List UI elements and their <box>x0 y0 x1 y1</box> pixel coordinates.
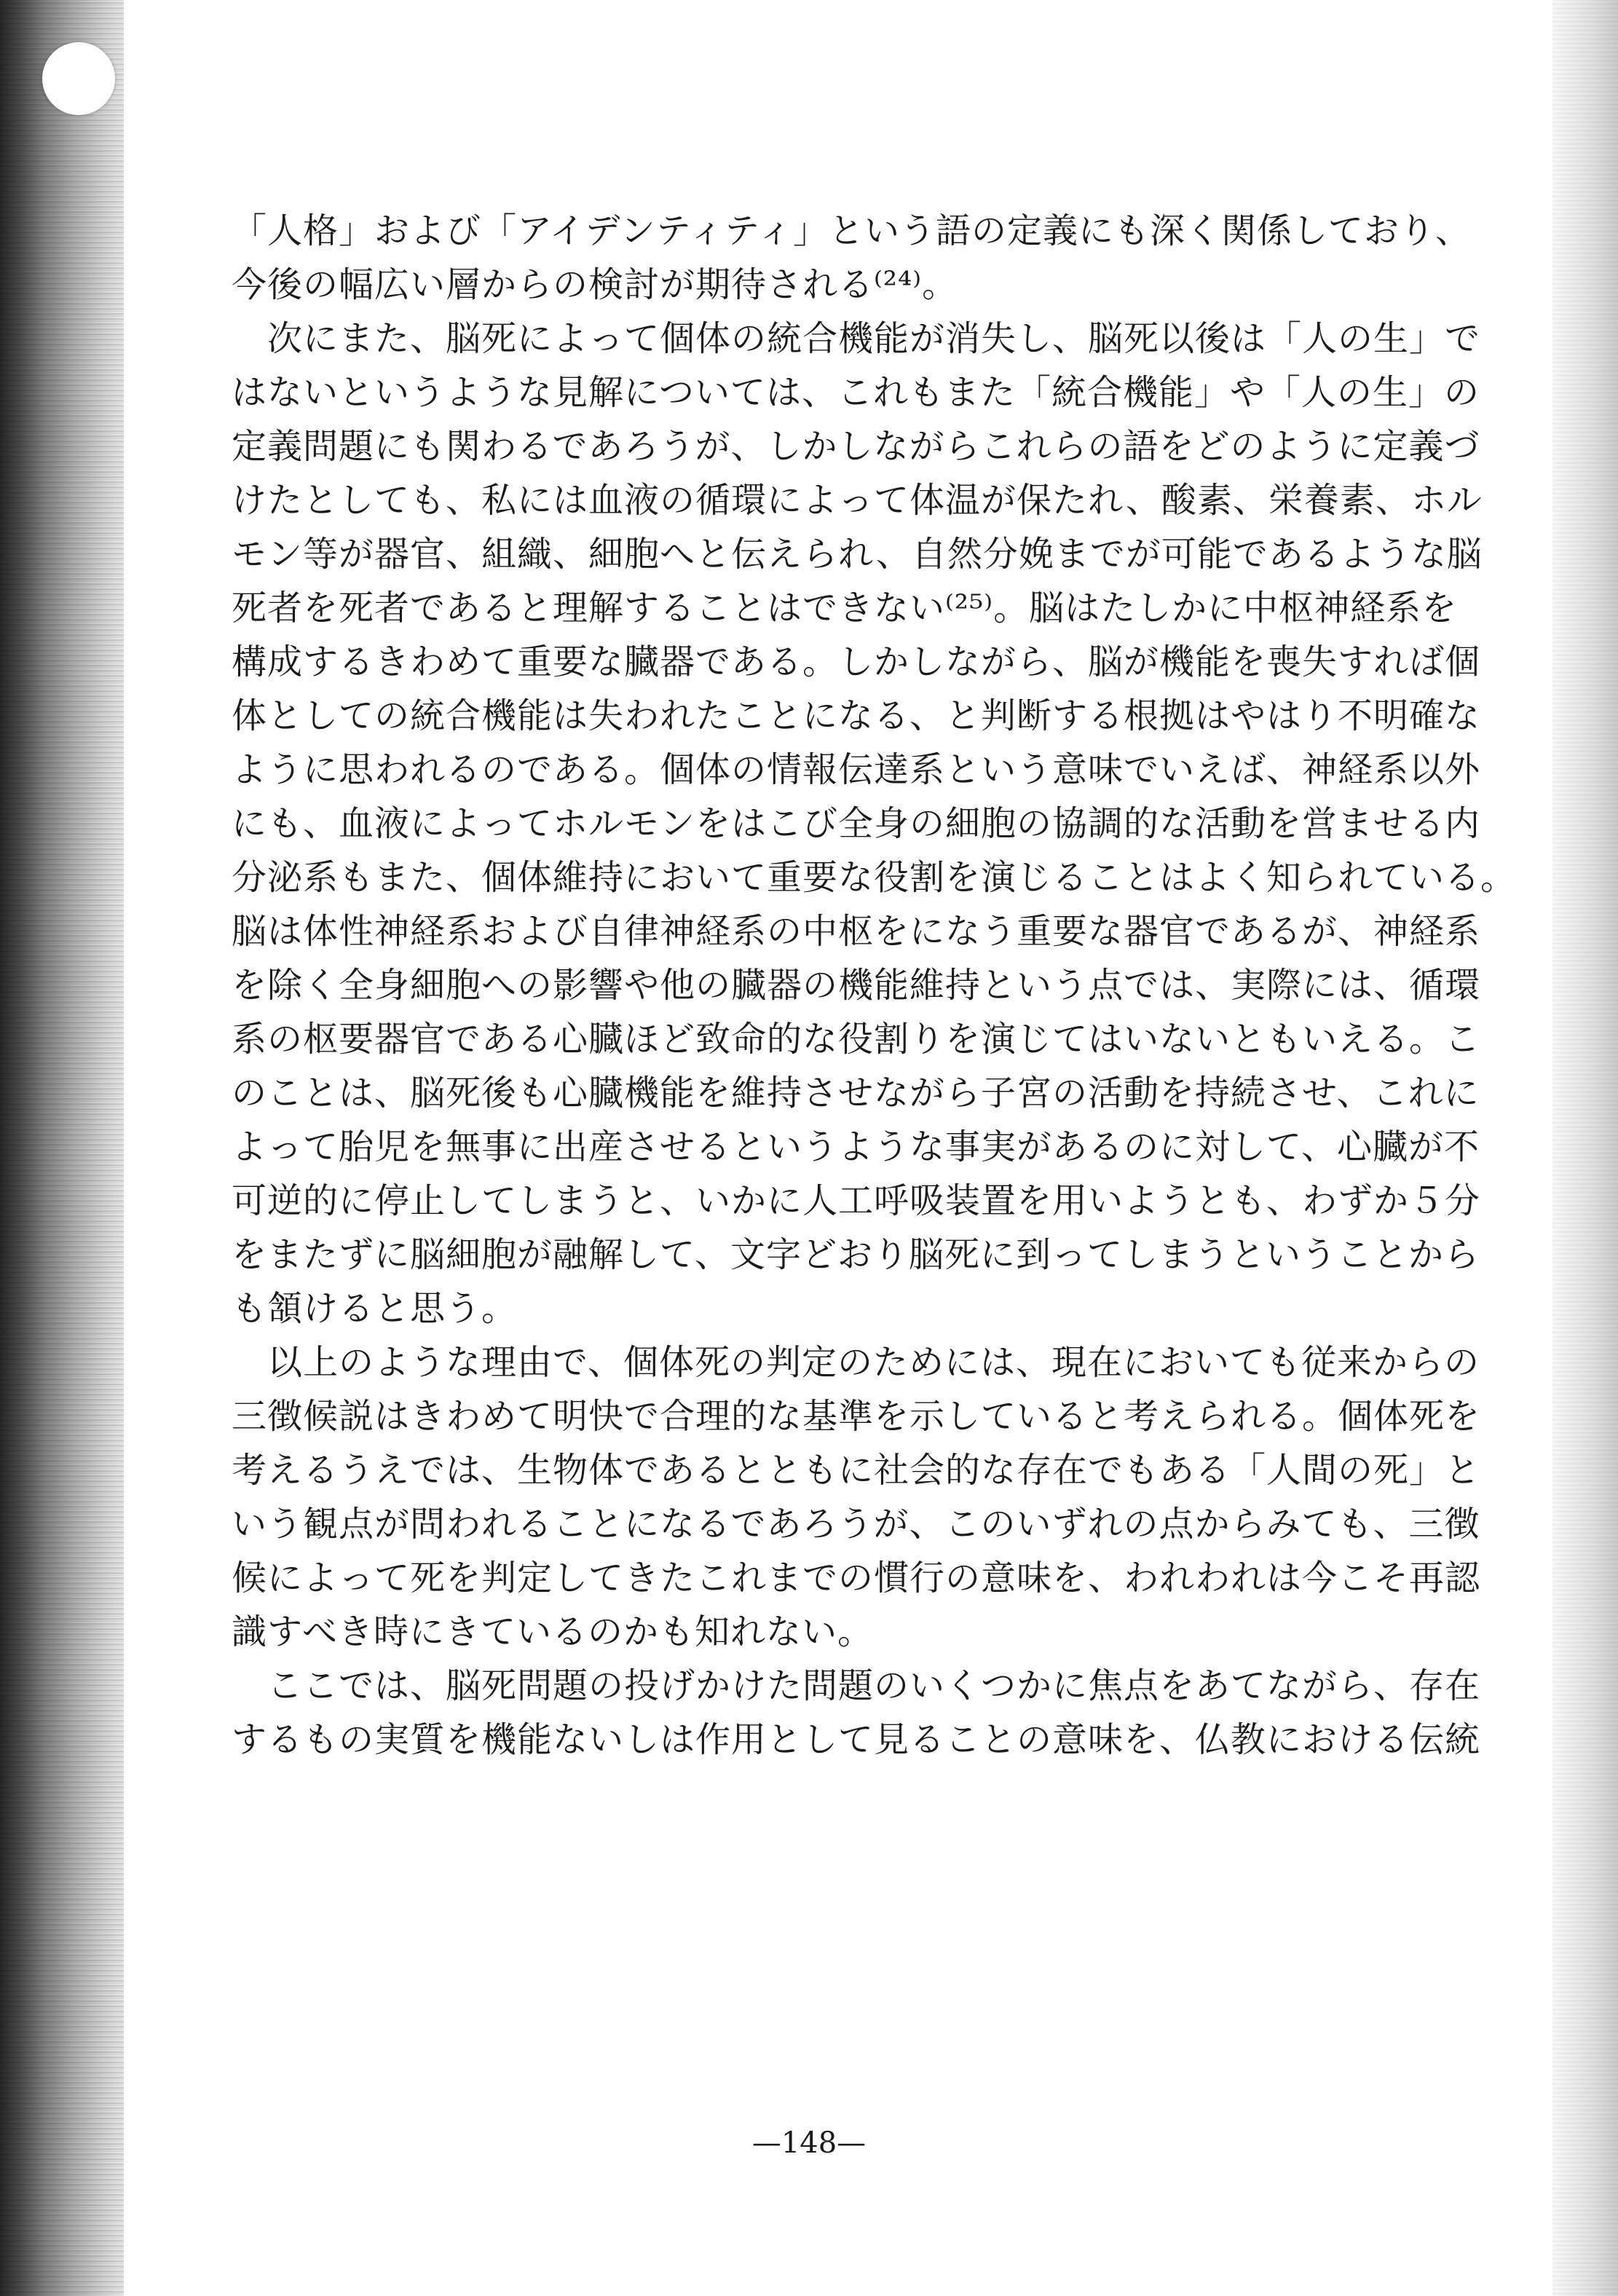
text-line: 死者を死者であると理解することはできない⁽²⁵⁾。脳はたしかに中枢神経系を <box>232 588 1458 628</box>
text-line: 脳は体性神経系および自律神経系の中枢をになう重要な器官であるが、神経系 <box>232 911 1481 952</box>
text-line: のことは、脳死後も心臓機能を維持させながら子宮の活動を持続させ、これに <box>232 1073 1480 1113</box>
punch-hole <box>42 42 115 115</box>
scan-shadow-right <box>1552 0 1618 2296</box>
text-line: ように思われるのである。個体の情報伝達系という意味でいえば、神経系以外 <box>232 749 1481 790</box>
text-line: 候によって死を判定してきたこれまでの慣行の意味を、われわれは今こそ再認 <box>232 1558 1481 1598</box>
text-line: 三徴候説はきわめて明快で合理的な基準を示していると考えられる。個体死を <box>232 1396 1481 1437</box>
text-line: いう観点が問われることになるであろうが、このいずれの点からみても、三徴 <box>232 1504 1480 1545</box>
text-line: 考えるうえでは、生物体であるとともに社会的な存在でもある「人間の死」と <box>232 1450 1481 1491</box>
text-line: 次にまた、脳死によって個体の統合機能が消失し、脳死以後は「人の生」で <box>232 318 1481 359</box>
text-line: 体としての統合機能は失われたことになる、と判断する根拠はやはり不明確な <box>232 695 1481 736</box>
body-text <box>232 204 1542 1767</box>
text-line: 「人格」および「アイデンティティ」という語の定義にも深く関係しており、 <box>232 210 1472 251</box>
text-line: を除く全身細胞への影響や他の臓器の機能維持という点では、実際には、循環 <box>232 965 1481 1006</box>
text-line: 今後の幅広い層からの検討が期待される⁽²⁴⁾。 <box>232 264 958 305</box>
text-line: 定義問題にも関わるであろうが、しかしながらこれらの語をどのように定義づ <box>232 426 1480 467</box>
text-line: も頷けると思う。 <box>232 1288 518 1329</box>
scan-shadow-left <box>0 0 124 2296</box>
text-line: をまたずに脳細胞が融解して、文字どおり脳死に到ってしまうということから <box>232 1234 1480 1275</box>
text-line: 構成するきわめて重要な臓器である。しかしながら、脳が機能を喪失すれば個 <box>232 642 1481 682</box>
text-line: けたとしても、私には血液の循環によって体温が保たれ、酸素、栄養素、ホル <box>232 480 1483 521</box>
text-line: 分泌系もまた、個体維持において重要な役割を演じることはよく知られている。 <box>232 857 1517 898</box>
text-line: はないというような見解については、これもまた「統合機能」や「人の生」の <box>232 372 1480 413</box>
text-line: するもの実質を機能ないしは作用として見ることの意味を、仏教における伝統 <box>232 1719 1481 1760</box>
text-line: 系の枢要器官である心臓ほど致命的な役割りを演じてはいないともいえる。こ <box>232 1019 1481 1060</box>
text-line: 以上のような理由で、個体死の判定のためには、現在においても従来からの <box>232 1342 1480 1383</box>
page-number: —148— <box>751 2126 867 2160</box>
text-line: ここでは、脳死問題の投げかけた問題のいくつかに焦点をあてながら、存在 <box>232 1665 1481 1706</box>
text-line: 可逆的に停止してしまうと、いかに人工呼吸装置を用いようとも、わずか５分 <box>232 1180 1481 1221</box>
text-line: 識すべき時にきているのかも知れない。 <box>232 1611 874 1652</box>
text-line: にも、血液によってホルモンをはこび全身の細胞の協調的な活動を営ませる内 <box>232 803 1481 844</box>
text-line: よって胎児を無事に出産させるというような事実があるのに対して、心臓が不 <box>232 1127 1480 1167</box>
text-line: モン等が器官、組織、細胞へと伝えられ、自然分娩までが可能であるような脳 <box>232 534 1483 575</box>
